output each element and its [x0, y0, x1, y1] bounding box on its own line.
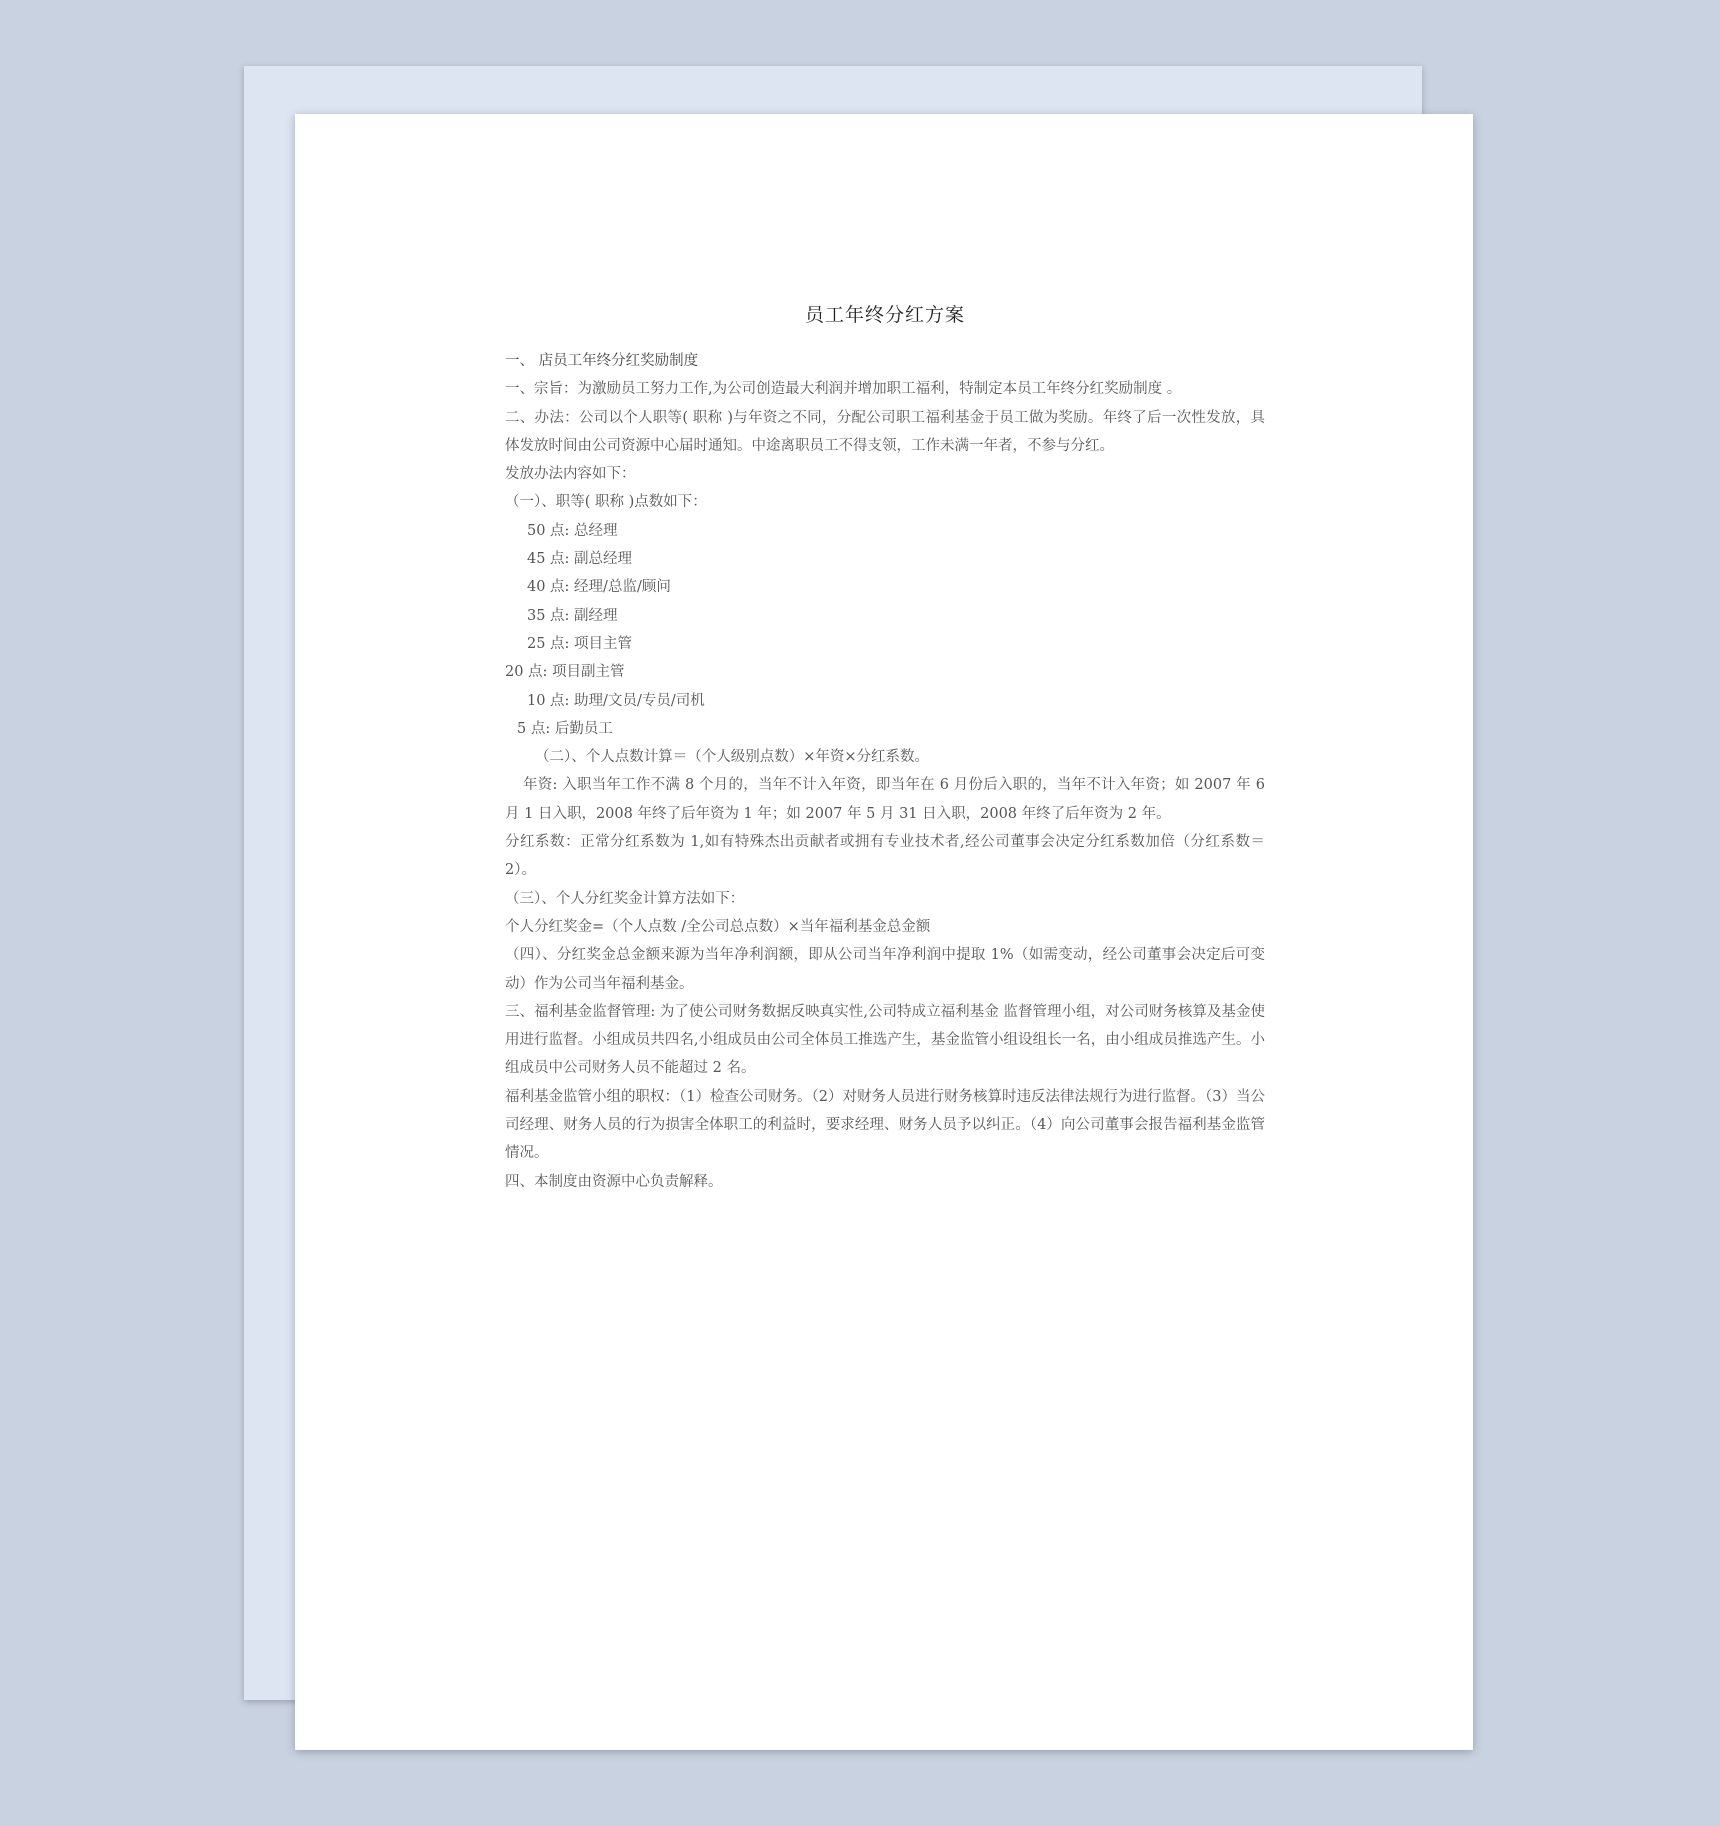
supervision-powers-paragraph: 福利基金监管小组的职权：（1）检查公司财务。（2）对财务人员进行财务核算时违反法律法规行为进行监督。（3）当公司经理、财务人员的行为损害全体职工的利益时，要求经理、财务人员予以纠正。（4）向公司董事会报告福利基金监管情况。: [505, 1088, 1265, 1162]
document-body: [505, 300, 1265, 1196]
bonus-formula: 个人分红奖金=（个人点数 /全公司总点数）×当年福利基金总金额: [505, 918, 931, 935]
points-formula: （二）、个人点数计算＝（个人级别点数）×年资×分红系数。: [535, 749, 930, 766]
document-page: [295, 114, 1473, 1750]
purpose-paragraph: 一、宗旨：为激励员工努力工作,为公司创造最大利润并增加职工福利，特制定本员工年终分红奖励制度 。: [505, 381, 1182, 398]
supervision-paragraph: 三、福利基金监督管理: 为了使公司财务数据反映真实性,公司特成立福利基金 监督管理小组，对公司财务核算及基金使用进行监督。小组成员共四名,小组成员由公司全体员工推选产生，基金监管小组设组长一名，由小组成员推选产生。小组成员中公司财务人员不能超过 2 名。: [505, 1003, 1265, 1077]
rank-point-item: 10 点: 助理/文员/专员/司机: [527, 692, 705, 709]
coefficient-paragraph: 分红系数：正常分红系数为 1,如有特殊杰出贡献者或拥有专业技术者,经公司董事会决定分红系数加倍（分红系数＝2）。: [505, 834, 1265, 879]
method-paragraph: 二、办法：公司以个人职等( 职称 )与年资之不同，分配公司职工福利基金于员工做为奖励。年终了后一次性发放，具体发放时间由公司资源中心届时通知。中途离职员工不得支领，工作未满一年者，不参与分红。: [505, 409, 1265, 454]
distribution-intro: 发放办法内容如下：: [505, 466, 636, 483]
rank-point-item: 20 点: 项目副主管: [505, 664, 625, 681]
bonus-calc-heading: （三）、个人分红奖金计算方法如下：: [505, 890, 745, 907]
bonus-source-paragraph: （四）、分红奖金总金额来源为当年净利润额，即从公司当年净利润中提取 1%（如需变动，经公司董事会决定后可变动）作为公司当年福利基金。: [505, 947, 1265, 992]
rank-point-item: 25 点: 项目主管: [527, 635, 633, 652]
rank-point-item: 35 点: 副经理: [527, 607, 618, 624]
rank-points-heading: （一）、职等( 职称 )点数如下：: [505, 494, 707, 511]
document-title: 员工年终分红方案: [804, 304, 965, 326]
rank-point-item: 5 点: 后勤员工: [517, 720, 613, 737]
rank-point-item: 45 点: 副总经理: [527, 551, 633, 568]
section-heading: 一、 店员工年终分红奖励制度: [505, 353, 699, 369]
seniority-paragraph: 年资: 入职当年工作不满 8 个月的，当年不计入年资，即当年在 6 月份后入职的，当年不计入年资；如 2007 年 6 月 1 日入职，2008 年终了后年资为 1 年；如 2007 年 5 月 31 日入职，2008 年终了后年资为 2 年。: [505, 777, 1265, 822]
rank-point-item: 50 点: 总经理: [527, 522, 618, 539]
interpretation-paragraph: 四、本制度由资源中心负责解释。: [505, 1173, 723, 1190]
rank-point-item: 40 点: 经理/总监/顾问: [527, 579, 671, 596]
